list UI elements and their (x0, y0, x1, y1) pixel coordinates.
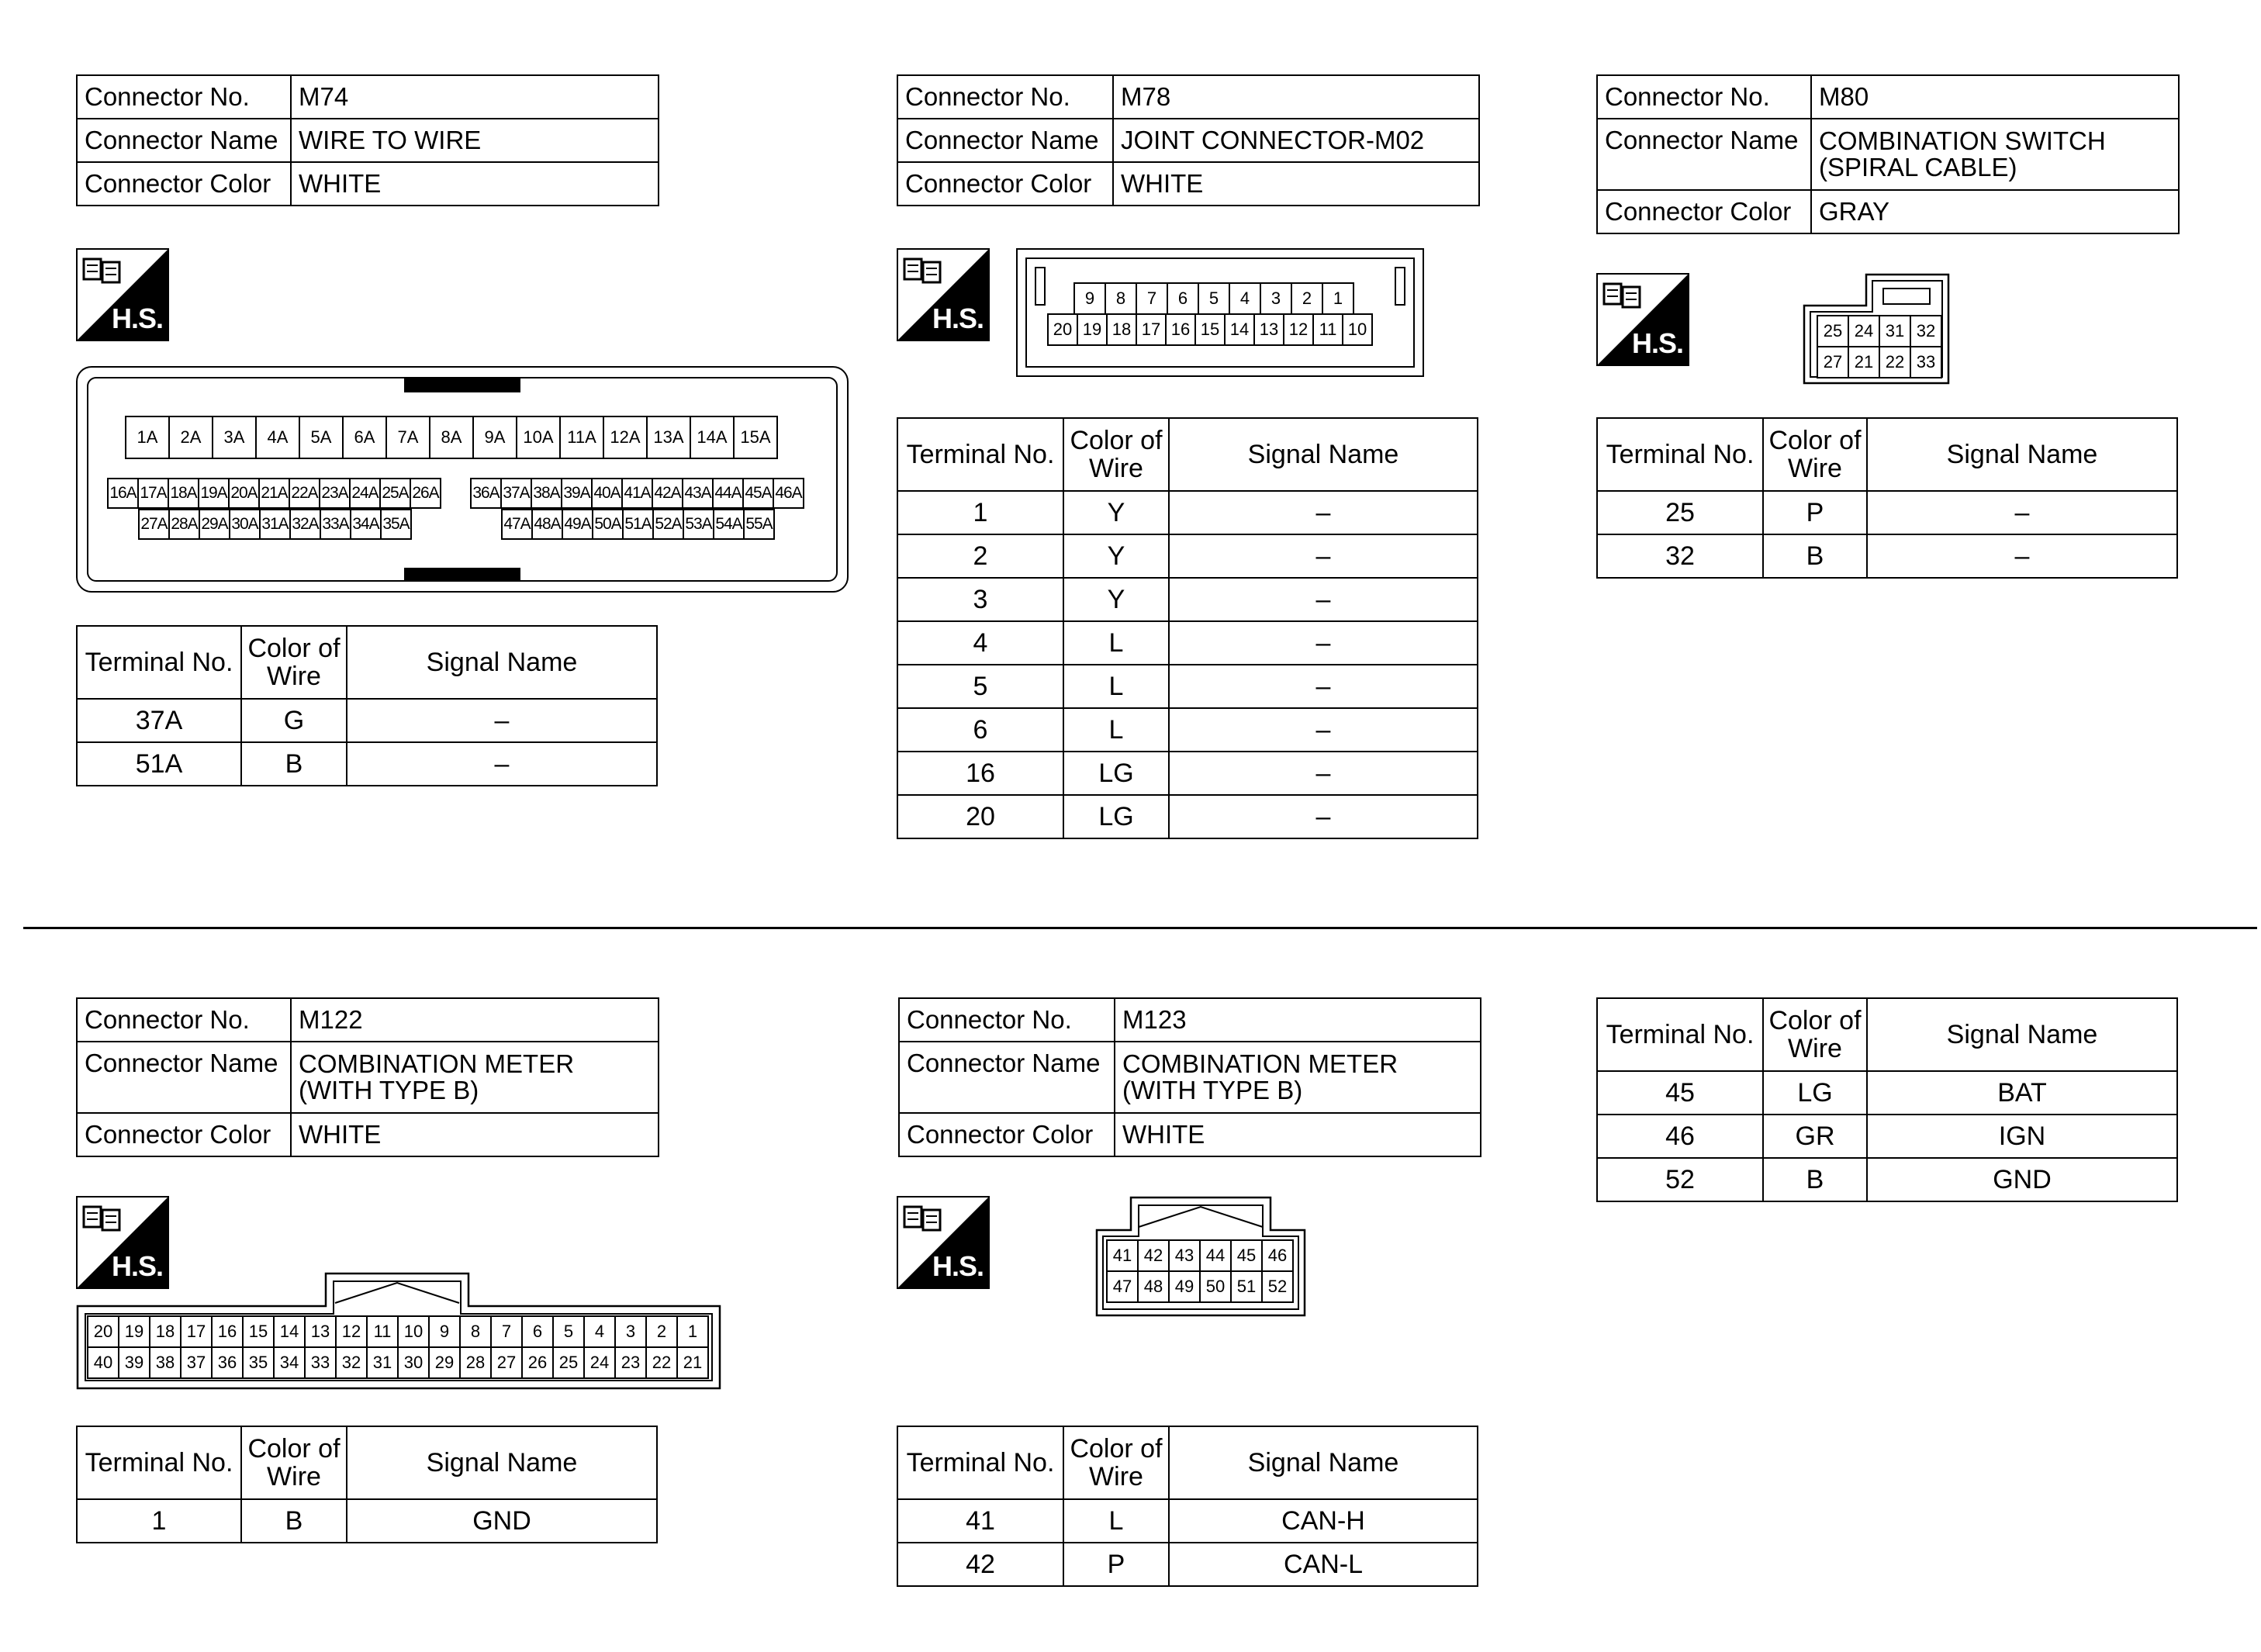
terminal-no-header: Terminal No. (897, 1426, 1063, 1499)
hs-label: H.S. (111, 1250, 163, 1282)
wire-color: L (1063, 708, 1169, 752)
signal-name-header: Signal Name (1867, 418, 2177, 491)
terminal-table-m74 (76, 625, 658, 786)
signal-name-header: Signal Name (1169, 1426, 1478, 1499)
table-row (897, 708, 1478, 752)
terminal-no-header: Terminal No. (1597, 418, 1763, 491)
connector-pin: 9A (472, 416, 517, 459)
connector-color-label: Connector Color (77, 162, 291, 206)
connector-pin: 39A (561, 478, 593, 509)
connector-pin: 31 (366, 1346, 399, 1379)
terminal-no: 52 (1597, 1158, 1763, 1201)
signal-name: GND (1867, 1158, 2177, 1201)
wire-color: G (241, 699, 347, 742)
connector-pin: 18 (1106, 313, 1137, 346)
signal-name: – (1867, 534, 2177, 578)
signal-name: CAN-H (1169, 1499, 1478, 1543)
connector-pin: 3 (1260, 282, 1292, 315)
connector-pin: 31 (1879, 315, 1911, 347)
harness-side-icon (1596, 273, 1689, 366)
connector-pin: 28A (168, 509, 200, 540)
connector-pin: 29 (428, 1346, 461, 1379)
connector-no-value: M122 (291, 998, 659, 1042)
connector-pin: 31A (259, 509, 291, 540)
wire-color: LG (1763, 1071, 1867, 1115)
connector-pin: 27 (1817, 346, 1849, 378)
connector-pin: 19A (198, 478, 230, 509)
connector-pin: 13 (304, 1315, 337, 1348)
connector-info-m80 (1596, 74, 2180, 234)
table-row (1597, 1115, 2177, 1158)
terminal-table-m80 (1596, 417, 2178, 579)
connector-pin: 2 (645, 1315, 678, 1348)
wire-color: B (1763, 1158, 1867, 1201)
connector-pin: 30 (397, 1346, 430, 1379)
signal-name: CAN-L (1169, 1543, 1478, 1586)
connector-pin: 32 (1910, 315, 1942, 347)
connector-name-label: Connector Name (897, 119, 1113, 162)
connector-hand-icon (1602, 279, 1651, 318)
connector-pin: 8A (429, 416, 474, 459)
connector-pin: 18 (149, 1315, 182, 1348)
terminal-table-m123 (897, 1426, 1478, 1587)
connector-pin: 32 (335, 1346, 368, 1379)
connector-pin: 22A (289, 478, 320, 509)
wire-color-header: Color of Wire (241, 1426, 347, 1499)
connector-info-m123 (898, 997, 1481, 1157)
connector-pin: 47A (501, 509, 533, 540)
connector-no-value: M78 (1113, 75, 1479, 119)
connector-pin: 47 (1106, 1270, 1139, 1303)
connector-pin: 12 (335, 1315, 368, 1348)
connector-pin: 53A (683, 509, 714, 540)
signal-name: – (347, 742, 657, 786)
connector-pin: 6 (521, 1315, 554, 1348)
table-row (897, 534, 1478, 578)
connector-pin: 35A (380, 509, 412, 540)
connector-hand-icon (903, 1202, 951, 1241)
connector-pin: 12 (1283, 313, 1314, 346)
connector-pin: 43 (1168, 1239, 1201, 1272)
signal-name: – (1169, 752, 1478, 795)
connector-pin: 24 (1848, 315, 1880, 347)
table-row (897, 795, 1478, 838)
connector-pin: 15 (1194, 313, 1226, 346)
terminal-no: 16 (897, 752, 1063, 795)
connector-pin: 35 (242, 1346, 275, 1379)
connector-pin: 43A (682, 478, 714, 509)
wire-color: L (1063, 665, 1169, 708)
wire-color: L (1063, 621, 1169, 665)
wire-color-header: Color of Wire (1763, 998, 1867, 1071)
connector-pin: 13 (1253, 313, 1284, 346)
connector-pin: 48 (1137, 1270, 1170, 1303)
harness-side-icon (76, 248, 169, 341)
connector-pin: 40 (87, 1346, 119, 1379)
connector-pin: 29A (199, 509, 230, 540)
connector-pin: 10A (516, 416, 561, 459)
connector-pin: 10 (397, 1315, 430, 1348)
connector-pin: 3 (614, 1315, 647, 1348)
connector-pin: 44 (1199, 1239, 1232, 1272)
terminal-no: 51A (77, 742, 241, 786)
terminal-no: 46 (1597, 1115, 1763, 1158)
signal-name: – (347, 699, 657, 742)
connector-hand-icon (903, 254, 951, 293)
terminal-no: 37A (77, 699, 241, 742)
connector-pin: 24A (349, 478, 381, 509)
connector-pin: 27 (490, 1346, 523, 1379)
connector-pin: 22 (1879, 346, 1911, 378)
connector-pin: 50A (592, 509, 624, 540)
connector-pin: 34 (273, 1346, 306, 1379)
table-row (1597, 534, 2177, 578)
signal-name: – (1169, 795, 1478, 838)
connector-pin: 11 (1312, 313, 1343, 346)
signal-name: IGN (1867, 1115, 2177, 1158)
connector-face-m123 (1095, 1196, 1306, 1317)
connector-pin: 42 (1137, 1239, 1170, 1272)
connector-pin: 33A (320, 509, 351, 540)
connector-name-label: Connector Name (1597, 119, 1811, 190)
terminal-no: 45 (1597, 1071, 1763, 1115)
terminal-no-header: Terminal No. (77, 1426, 241, 1499)
wire-color: LG (1063, 752, 1169, 795)
terminal-no: 1 (77, 1499, 241, 1543)
connector-pin: 14 (1224, 313, 1255, 346)
connector-pin: 27A (138, 509, 170, 540)
connector-pin: 4 (1229, 282, 1261, 315)
terminal-no: 32 (1597, 534, 1763, 578)
hs-label: H.S. (1631, 327, 1683, 359)
wire-color: P (1763, 491, 1867, 534)
connector-pin: 15 (242, 1315, 275, 1348)
connector-pin: 16 (1165, 313, 1196, 346)
connector-pin: 38 (149, 1346, 182, 1379)
connector-pin: 33 (304, 1346, 337, 1379)
table-row (77, 1499, 657, 1543)
connector-pin: 26 (521, 1346, 554, 1379)
connector-pin: 46 (1261, 1239, 1294, 1272)
connector-pin: 44A (712, 478, 744, 509)
connector-no-value: M123 (1115, 998, 1481, 1042)
connector-no-value: M74 (291, 75, 659, 119)
connector-pin: 41A (621, 478, 653, 509)
connector-pin: 46A (773, 478, 804, 509)
connector-name-value: WIRE TO WIRE (291, 119, 659, 162)
connector-pin: 20 (1047, 313, 1078, 346)
harness-side-icon (897, 1196, 990, 1289)
connector-pin: 21 (676, 1346, 709, 1379)
table-row (1597, 491, 2177, 534)
terminal-no-header: Terminal No. (77, 626, 241, 699)
connector-no-label: Connector No. (897, 75, 1113, 119)
wire-color: B (1763, 534, 1867, 578)
connector-no-label: Connector No. (77, 75, 291, 119)
hs-label: H.S. (932, 302, 984, 334)
connector-face-m74 (76, 366, 849, 593)
connector-color-value: WHITE (291, 1113, 659, 1156)
connector-color-label: Connector Color (1597, 190, 1811, 233)
connector-pin: 7 (1136, 282, 1168, 315)
connector-pin: 34A (350, 509, 382, 540)
signal-name: BAT (1867, 1071, 2177, 1115)
wire-color: LG (1063, 795, 1169, 838)
connector-pin: 21A (258, 478, 290, 509)
table-row (897, 1543, 1478, 1586)
connector-name-value: COMBINATION METER (WITH TYPE B) (1115, 1042, 1481, 1113)
connector-color-value: WHITE (1115, 1113, 1481, 1156)
connector-pin: 25A (379, 478, 411, 509)
connector-pin: 38A (531, 478, 562, 509)
connector-color-value: WHITE (291, 162, 659, 206)
connector-pin: 20 (87, 1315, 119, 1348)
connector-pin: 32A (289, 509, 321, 540)
connector-pin: 10 (1342, 313, 1373, 346)
connector-pin: 6 (1167, 282, 1199, 315)
connector-pin: 8 (1105, 282, 1137, 315)
connector-pin: 55A (743, 509, 775, 540)
terminal-no: 4 (897, 621, 1063, 665)
harness-side-icon (897, 248, 990, 341)
wire-color: L (1063, 1499, 1169, 1543)
terminal-no: 41 (897, 1499, 1063, 1543)
connector-hand-icon (82, 1202, 130, 1241)
terminal-no: 42 (897, 1543, 1063, 1586)
connector-name-value: COMBINATION METER (WITH TYPE B) (291, 1042, 659, 1113)
connector-pin: 7 (490, 1315, 523, 1348)
terminal-no: 20 (897, 795, 1063, 838)
connector-pin: 17 (180, 1315, 213, 1348)
connector-pin: 24 (583, 1346, 616, 1379)
connector-pin: 49 (1168, 1270, 1201, 1303)
connector-pin: 52 (1261, 1270, 1294, 1303)
connector-pin: 36A (470, 478, 502, 509)
wire-color: P (1063, 1543, 1169, 1586)
terminal-no: 6 (897, 708, 1063, 752)
connector-info-m122 (76, 997, 659, 1157)
connector-pin: 9 (1073, 282, 1106, 315)
table-row (77, 742, 657, 786)
table-row (77, 699, 657, 742)
terminal-no: 1 (897, 491, 1063, 534)
connector-pin: 26A (410, 478, 441, 509)
connector-pin: 20A (228, 478, 260, 509)
connector-name-label: Connector Name (77, 119, 291, 162)
connector-pin: 2A (168, 416, 213, 459)
connector-pin: 14 (273, 1315, 306, 1348)
connector-pin: 18A (168, 478, 199, 509)
terminal-no: 25 (1597, 491, 1763, 534)
connector-pin: 37A (500, 478, 532, 509)
connector-name-value: COMBINATION SWITCH (SPIRAL CABLE) (1811, 119, 2179, 190)
connector-pin: 25 (552, 1346, 585, 1379)
connector-pin: 36 (211, 1346, 244, 1379)
connector-name-label: Connector Name (899, 1042, 1115, 1113)
section-divider (23, 927, 2257, 929)
connector-pin: 1 (676, 1315, 709, 1348)
connector-pin: 45 (1230, 1239, 1263, 1272)
connector-pin: 6A (342, 416, 387, 459)
terminal-no-header: Terminal No. (1597, 998, 1763, 1071)
connector-pin: 30A (229, 509, 261, 540)
wire-color: Y (1063, 578, 1169, 621)
connector-pin: 1A (125, 416, 170, 459)
connector-pin: 51 (1230, 1270, 1263, 1303)
connector-pin: 37 (180, 1346, 213, 1379)
connector-no-label: Connector No. (77, 998, 291, 1042)
connector-pin: 5A (299, 416, 344, 459)
connector-pin: 21 (1848, 346, 1880, 378)
wire-color-header: Color of Wire (1063, 418, 1169, 491)
terminal-no: 2 (897, 534, 1063, 578)
connector-info-m74 (76, 74, 659, 206)
signal-name: GND (347, 1499, 657, 1543)
table-row (1597, 1071, 2177, 1115)
connector-hand-icon (82, 254, 130, 293)
signal-name-header: Signal Name (1867, 998, 2177, 1071)
connector-face-m80 (1803, 273, 1950, 385)
connector-pin: 16A (107, 478, 139, 509)
connector-pin: 51A (622, 509, 654, 540)
connector-pin: 3A (212, 416, 257, 459)
connector-pin: 9 (428, 1315, 461, 1348)
signal-name: – (1169, 621, 1478, 665)
connector-pin: 5 (552, 1315, 585, 1348)
table-row (897, 1499, 1478, 1543)
connector-pin: 45A (742, 478, 774, 509)
connector-pin: 4A (255, 416, 300, 459)
connector-name-label: Connector Name (77, 1042, 291, 1113)
connector-pin: 23A (319, 478, 351, 509)
table-row (897, 491, 1478, 534)
connector-pin: 11A (559, 416, 604, 459)
connector-info-m78 (897, 74, 1480, 206)
terminal-no-header: Terminal No. (897, 418, 1063, 491)
connector-pin: 23 (614, 1346, 647, 1379)
signal-name: – (1867, 491, 2177, 534)
terminal-table-m122 (76, 1426, 658, 1543)
connector-pin: 19 (1077, 313, 1108, 346)
signal-name-header: Signal Name (347, 1426, 657, 1499)
wire-color-header: Color of Wire (241, 626, 347, 699)
hs-label: H.S. (111, 302, 163, 334)
connector-pin: 19 (118, 1315, 150, 1348)
connector-pin: 54A (713, 509, 745, 540)
connector-pin: 1 (1322, 282, 1354, 315)
signal-name: – (1169, 578, 1478, 621)
wire-color: B (241, 742, 347, 786)
connector-pin: 16 (211, 1315, 244, 1348)
connector-face-m78 (1016, 248, 1424, 377)
table-row (897, 752, 1478, 795)
connector-color-label: Connector Color (899, 1113, 1115, 1156)
connector-pin: 11 (366, 1315, 399, 1348)
wire-color-header: Color of Wire (1763, 418, 1867, 491)
signal-name-header: Signal Name (347, 626, 657, 699)
connector-no-label: Connector No. (1597, 75, 1811, 119)
table-row (897, 621, 1478, 665)
connector-pin: 8 (459, 1315, 492, 1348)
signal-name: – (1169, 491, 1478, 534)
connector-pin: 25 (1817, 315, 1849, 347)
terminal-no: 5 (897, 665, 1063, 708)
connector-pin: 39 (118, 1346, 150, 1379)
connector-pin: 17 (1136, 313, 1167, 346)
connector-pin: 50 (1199, 1270, 1232, 1303)
connector-pin: 15A (733, 416, 778, 459)
connector-pin: 4 (583, 1315, 616, 1348)
connector-pin: 28 (459, 1346, 492, 1379)
terminal-table-m78 (897, 417, 1478, 839)
table-row (897, 665, 1478, 708)
wire-color: GR (1763, 1115, 1867, 1158)
connector-pin: 14A (690, 416, 735, 459)
connector-pin: 52A (652, 509, 684, 540)
connector-color-value: WHITE (1113, 162, 1479, 206)
connector-pin: 7A (385, 416, 430, 459)
connector-pin: 40A (591, 478, 623, 509)
connector-pin: 42A (652, 478, 683, 509)
connector-pin: 48A (531, 509, 563, 540)
connector-face-m122 (76, 1272, 721, 1390)
connector-pin: 2 (1291, 282, 1323, 315)
wire-color-header: Color of Wire (1063, 1426, 1169, 1499)
connector-pin: 13A (646, 416, 691, 459)
connector-pin: 49A (562, 509, 593, 540)
signal-name: – (1169, 708, 1478, 752)
signal-name: – (1169, 665, 1478, 708)
wire-color: B (241, 1499, 347, 1543)
connector-pin: 5 (1198, 282, 1230, 315)
connector-color-value: GRAY (1811, 190, 2179, 233)
wire-color: Y (1063, 534, 1169, 578)
connector-color-label: Connector Color (77, 1113, 291, 1156)
signal-name: – (1169, 534, 1478, 578)
connector-pin: 12A (603, 416, 648, 459)
terminal-no: 3 (897, 578, 1063, 621)
signal-name-header: Signal Name (1169, 418, 1478, 491)
connector-pin: 41 (1106, 1239, 1139, 1272)
connector-pin: 17A (137, 478, 169, 509)
connector-no-value: M80 (1811, 75, 2179, 119)
connector-color-label: Connector Color (897, 162, 1113, 206)
hs-label: H.S. (932, 1250, 984, 1282)
connector-pin: 33 (1910, 346, 1942, 378)
connector-pin: 22 (645, 1346, 678, 1379)
table-row (897, 578, 1478, 621)
table-row (1597, 1158, 2177, 1201)
connector-name-value: JOINT CONNECTOR-M02 (1113, 119, 1479, 162)
connector-no-label: Connector No. (899, 998, 1115, 1042)
terminal-table-m123-continued (1596, 997, 2178, 1202)
wire-color: Y (1063, 491, 1169, 534)
